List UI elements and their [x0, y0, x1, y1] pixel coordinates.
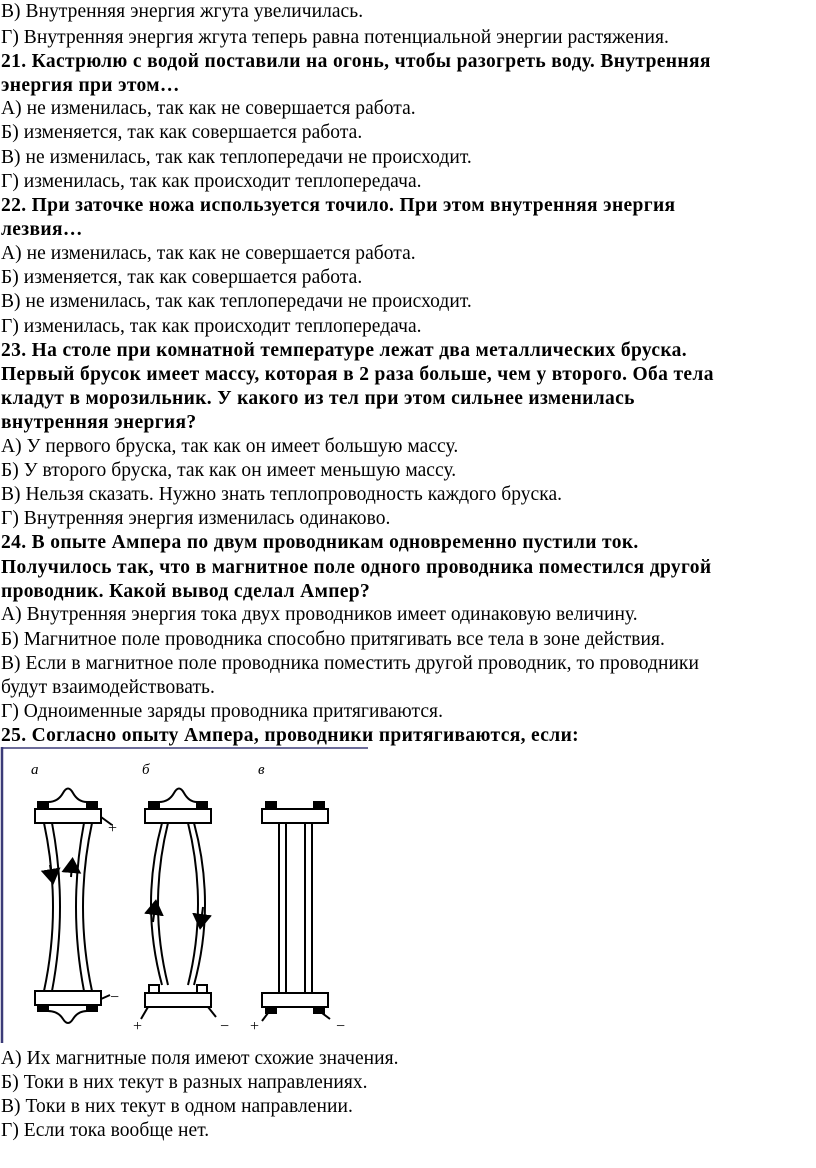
q25-option-g: Г) Если тока вообще нет.: [1, 1120, 210, 1141]
ampere-diagram: [0, 747, 370, 1047]
question-23-line-3: кладут в морозильник. У какого из тел при этом сильнее изменилась: [1, 388, 635, 409]
q23-option-g: Г) Внутренняя энергия изменилась одинаково.: [1, 508, 391, 529]
panel-label-a: а: [31, 762, 39, 778]
panel-v-apparatus: [262, 802, 330, 1021]
q23-option-a: А) У первого бруска, так как он имеет большую массу.: [1, 436, 459, 457]
question-22-line-2: лезвия…: [1, 219, 83, 240]
panel-v-minus: −: [336, 1018, 346, 1035]
panel-a-apparatus: [35, 789, 112, 1024]
q24-option-g: Г) Одноименные заряды проводника притягиваются.: [1, 701, 443, 722]
question-21-line-1: 21. Кастрюлю с водой поставили на огонь, чтобы разогреть воду. Внутренняя: [1, 51, 711, 72]
q25-option-v: В) Токи в них текут в одном направлении.: [1, 1096, 353, 1117]
q21-option-b: Б) изменяется, так как совершается работа.: [1, 122, 363, 143]
panel-label-b: б: [142, 762, 150, 778]
question-24-line-2: Получилось так, что в магнитное поле одного проводника поместился другой: [1, 557, 712, 578]
q21-option-v: В) не изменилась, так как теплопередачи не происходит.: [1, 147, 472, 168]
q25-option-b: Б) Токи в них текут в разных направлениях.: [1, 1072, 368, 1093]
question-24-line-1: 24. В опыте Ампера по двум проводникам одновременно пустили ток.: [1, 532, 639, 553]
ampere-experiment-figure: [0, 747, 370, 1047]
q22-option-v: В) не изменилась, так как теплопередачи не происходит.: [1, 291, 472, 312]
q24-option-b: Б) Магнитное поле проводника способно притягивать все тела в зоне действия.: [1, 629, 665, 650]
q23-option-v: В) Нельзя сказать. Нужно знать теплопроводность каждого бруска.: [1, 484, 563, 505]
panel-b-plus: +: [133, 1018, 143, 1035]
question-24-line-3: проводник. Какой вывод сделал Ампер?: [1, 581, 371, 602]
panel-b-apparatus: [141, 789, 216, 1020]
panel-a-minus: −: [110, 989, 120, 1006]
q22-option-b: Б) изменяется, так как совершается работа.: [1, 267, 363, 288]
prev-option-v: В) Внутренняя энергия жгута увеличилась.: [1, 1, 364, 22]
prev-option-g: Г) Внутренняя энергия жгута теперь равна потенциальной энергии растяжения.: [1, 27, 669, 48]
question-25: 25. Согласно опыту Ампера, проводники притягиваются, если:: [1, 725, 580, 746]
q24-option-v-line-1: В) Если в магнитное поле проводника поместить другой проводник, то проводники: [1, 653, 699, 674]
q22-option-a: А) не изменилась, так как не совершается работа.: [1, 243, 416, 264]
q25-option-a: А) Их магнитные поля имеют схожие значения.: [1, 1048, 399, 1069]
question-23-line-2: Первый брусок имеет массу, которая в 2 раза больше, чем у второго. Оба тела: [1, 364, 714, 385]
q21-option-a: А) не изменилась, так как не совершается работа.: [1, 98, 416, 119]
panel-a-plus: +: [108, 820, 118, 837]
panel-v-plus: +: [250, 1018, 260, 1035]
question-21-line-2: энергия при этом…: [1, 75, 180, 96]
question-23-line-4: внутренняя энергия?: [1, 412, 197, 433]
q21-option-g: Г) изменилась, так как происходит теплопередача.: [1, 171, 422, 192]
panel-b-minus: −: [220, 1018, 230, 1035]
q22-option-g: Г) изменилась, так как происходит теплопередача.: [1, 316, 422, 337]
question-23-line-1: 23. На столе при комнатной температуре лежат два металлических бруска.: [1, 340, 688, 361]
q24-option-a: А) Внутренняя энергия тока двух проводников имеет одинаковую величину.: [1, 604, 638, 625]
panel-label-v: в: [258, 762, 265, 778]
q23-option-b: Б) У второго бруска, так как он имеет меньшую массу.: [1, 460, 457, 481]
q24-option-v-line-2: будут взаимодействовать.: [1, 677, 215, 698]
question-22-line-1: 22. При заточке ножа используется точило. При этом внутренняя энергия: [1, 195, 676, 216]
